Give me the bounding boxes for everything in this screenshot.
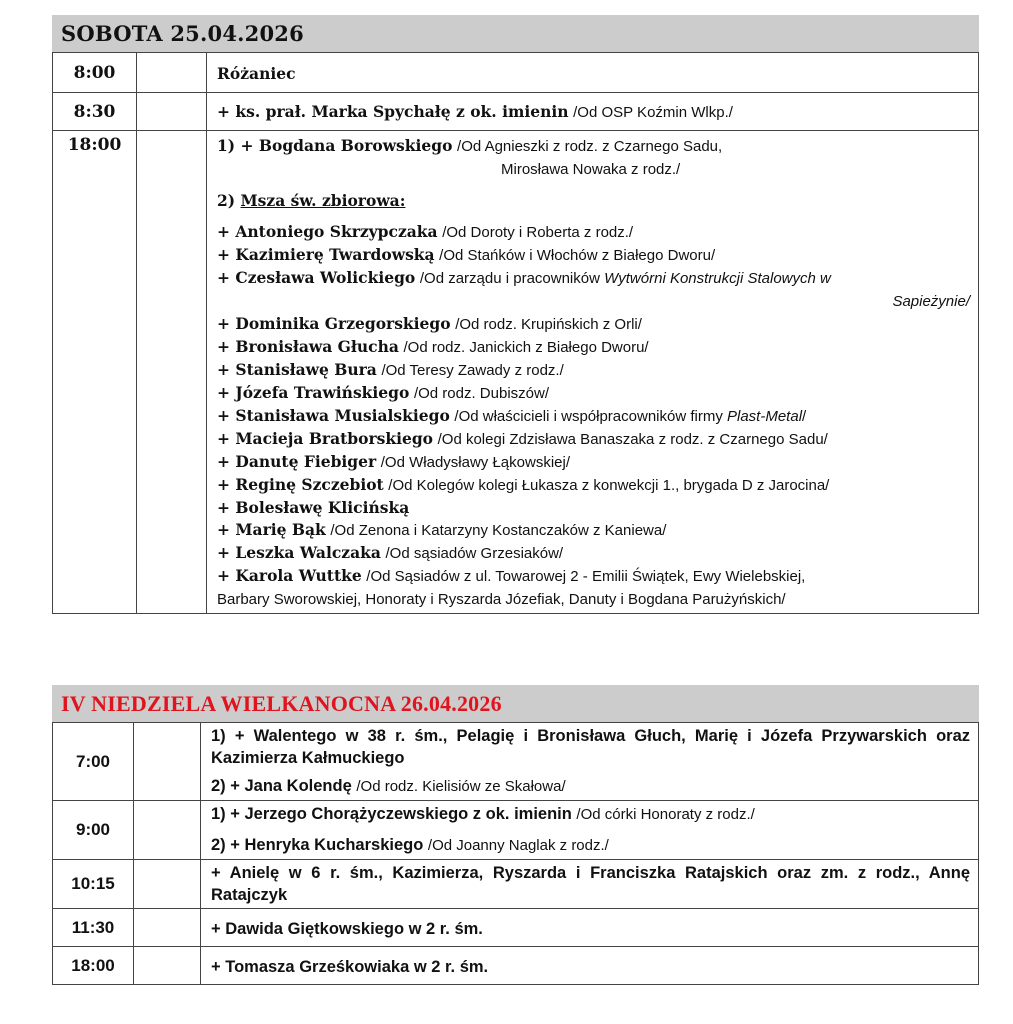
intention-from: /Od rodz. Janickich z Białego Dworu/ [403,339,649,356]
mass-time: 18:00 [53,131,137,614]
intention-from-continued: Mirosława Nowaka z rodz./ [501,161,681,178]
intention-from-italic: Wytwórni Konstrukcji Stalowych w [604,270,831,287]
mass-time: 18:00 [53,947,134,985]
intention-from: /Od sąsiadów Grzesiaków/ [385,545,564,562]
empty-cell [134,723,201,801]
intention-name: + Stanisławę Bura [217,360,377,379]
table-row [53,909,979,947]
sunday-section [52,685,979,985]
intention-from: /Od Władysławy Łąkowskiej/ [380,454,570,471]
empty-cell [134,909,201,947]
intention-from: /Od Teresy Zawady z rodz./ [381,362,564,379]
sunday-schedule-table [52,722,979,985]
intention-name: + Dominika Grzegorskiego [217,314,451,333]
saturday-section [52,15,979,614]
list-item [217,542,970,565]
intention-from: /Od Agnieszki z rodz. z Czarnego Sadu, [457,138,723,155]
intention-from: /Od kolegi Zdzisława Banaszaka z rodz. z Czarnego Sadu/ [437,431,828,448]
list-item [217,405,970,428]
intention-name: + Bolesławę Klicińską [217,498,410,517]
mass-time: 9:00 [53,801,134,860]
mass-intention: 1) + Jerzego Chorążyczewskiego z ok. imienin [211,805,572,823]
table-row [53,131,979,614]
empty-cell [134,860,201,909]
mass-intention: 2) + Henryka Kucharskiego [211,836,424,854]
mass-time: 8:30 [53,93,137,131]
empty-cell [134,801,201,860]
intention-from: /Od rodz. Krupińskich z Orli/ [455,316,642,333]
list-item [217,565,970,588]
intention-name: + Antoniego Skrzypczaka [217,222,438,241]
table-row [53,801,979,860]
table-row [53,723,979,801]
list-item [217,267,970,290]
list-item [217,428,970,451]
intention-from: /Od właścicieli i współpracowników firmy [454,408,727,425]
list-item [217,221,970,244]
day-header-sunday: IV NIEDZIELA WIELKANOCNA 26.04.2026 [52,685,979,722]
intention-name: + Marię Bąk [217,520,326,539]
intention-from-end: / [802,408,807,425]
list-item [217,313,970,336]
intention-from: /Od Stańków i Włochów z Białego Dworu/ [439,247,716,264]
intention-from: /Od Joanny Naglak z rodz./ [427,837,609,854]
mass-time: 8:00 [53,53,137,93]
mass-time: 11:30 [53,909,134,947]
empty-cell [137,93,207,131]
empty-cell [137,131,207,614]
intention-name: + Macieja Bratborskiego [217,429,434,448]
list-item [217,451,970,474]
mass-time: 10:15 [53,860,134,909]
intention-name: + Czesława Wolickiego [217,268,416,287]
list-item [217,336,970,359]
intention-name: + Stanisława Musialskiego [217,406,450,425]
intention-name: + Leszka Walczaka [217,543,381,562]
intention-from: /Od córki Honoraty z rodz./ [576,806,755,823]
mass-intention: Różaniec [217,63,296,83]
table-row [53,860,979,909]
intention-name: + Reginę Szczebiot [217,475,384,494]
mass-intention: 1) + Walentego w 38 r. śm., Pelagię i Bronisława Głuch, Marię i Józefa Przywarskich oraz Kazimierza Kałmuckiego [211,727,970,767]
intention-name: + Karola Wuttke [217,566,362,585]
intention-name: + Bronisława Głucha [217,337,399,356]
list-item [217,519,970,542]
intention-name: + Kazimierę Twardowską [217,245,435,264]
intention-from-italic: Plast-Metal [727,408,803,425]
intention-from-italic-continued: Sapieżynie/ [892,293,970,310]
table-row [53,53,979,93]
intention-from-continued: Barbary Sworowskiej, Honoraty i Ryszarda Józefiak, Danuty i Bogdana Parużyńskich/ [217,591,786,608]
mass-intention: 1) + Bogdana Borowskiego [217,136,453,155]
saturday-schedule-table [52,52,979,614]
intention-from: /Od rodz. Kielisiów ze Skałowa/ [356,778,566,795]
intention-from: /Od Doroty i Roberta z rodz./ [442,224,634,241]
empty-cell [134,947,201,985]
collective-mass-label: Msza św. zbiorowa: [240,191,406,210]
table-row [53,947,979,985]
mass-intention: + Tomasza Grześkowiaka w 2 r. śm. [211,957,489,976]
intention-name: + Danutę Fiebiger [217,452,377,471]
mass-intention: 2) + Jana Kolendę [211,777,352,795]
list-item [217,244,970,267]
intention-from: /Od Kolegów kolegi Łukasza z konwekcji 1., brygada D z Jarocina/ [388,477,830,494]
table-row [53,93,979,131]
collective-prefix: 2) [217,191,241,210]
empty-cell [137,53,207,93]
intention-from: /Od rodz. Dubiszów/ [413,385,549,402]
list-item [217,474,970,497]
intention-from: /Od zarządu i pracowników [419,270,605,287]
intention-from: /Od Zenona i Katarzyny Kostanczaków z Kaniewa/ [330,522,667,539]
mass-time: 7:00 [53,723,134,801]
mass-intention: + Dawida Giętkowskiego w 2 r. śm. [211,919,483,938]
mass-intention: + Anielę w 6 r. śm., Kazimierza, Ryszarda i Franciszka Ratajskich oraz zm. z rodz., Annę Ratajczyk [211,864,970,904]
intention-from: /Od Sąsiadów z ul. Towarowej 2 - Emilii Świątek, Ewy Wielebskiej, [366,568,806,585]
list-item [217,497,970,519]
mass-intention: + ks. prał. Marka Spychałę z ok. imienin [217,102,569,121]
list-item [217,382,970,405]
intention-from: /Od OSP Koźmin Wlkp./ [573,104,733,121]
intention-name: + Józefa Trawińskiego [217,383,410,402]
list-item [217,359,970,382]
day-header-saturday: SOBOTA 25.04.2026 [52,15,979,52]
